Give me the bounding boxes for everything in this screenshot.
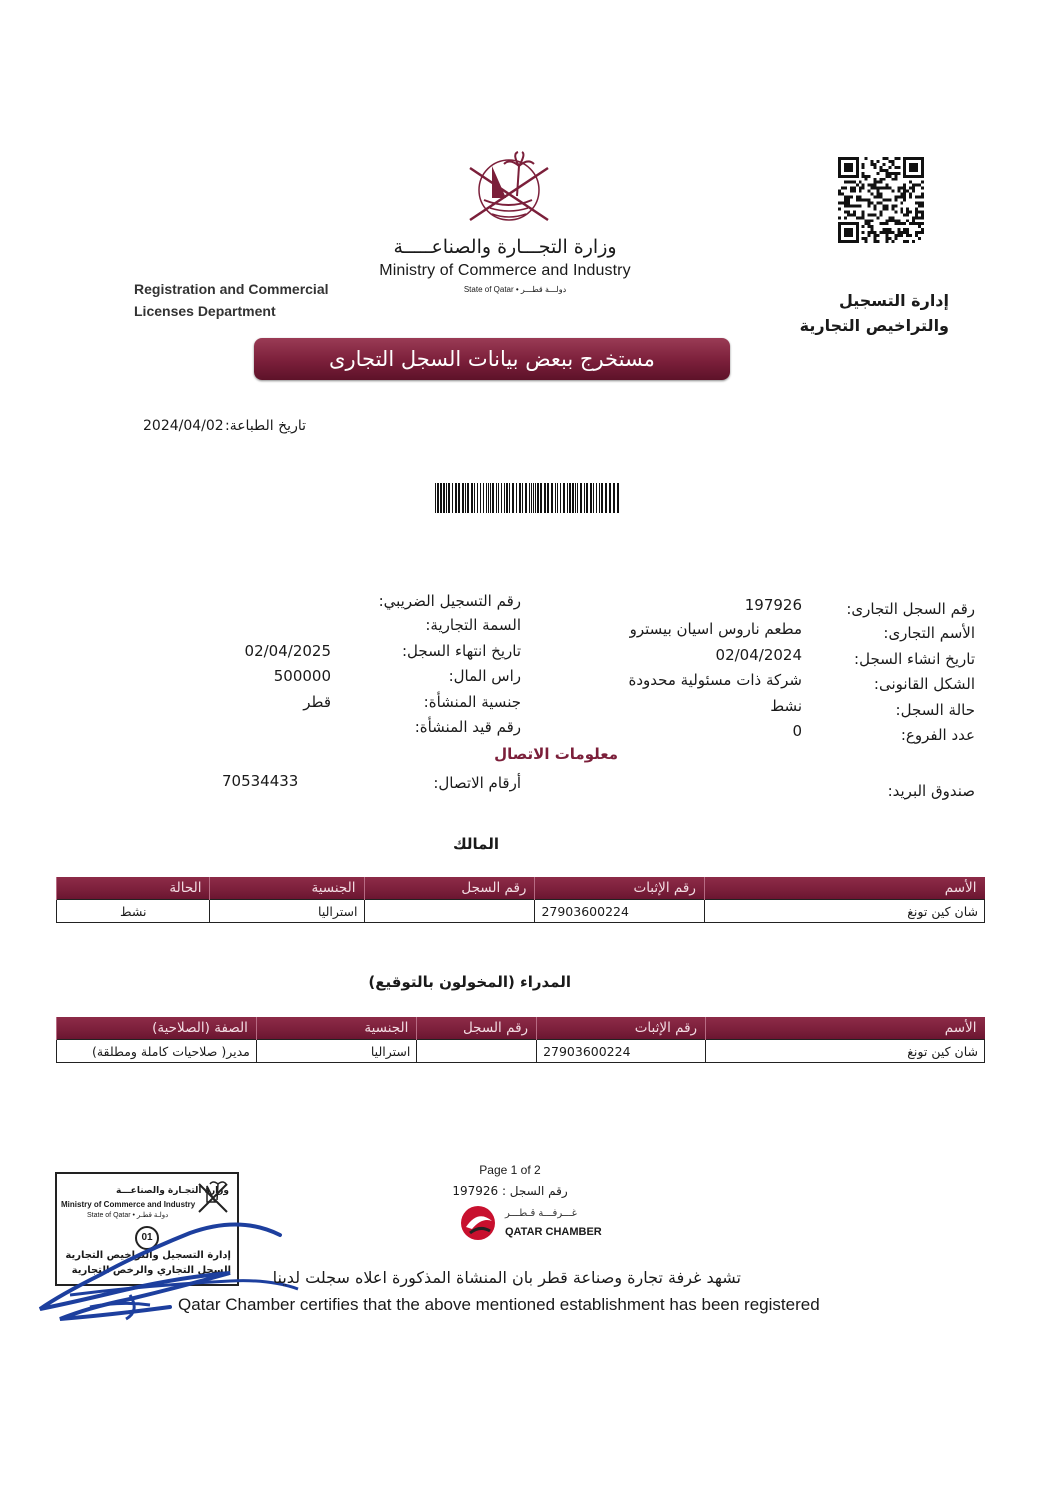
table-cell: شان كين تونغ — [706, 1040, 985, 1063]
department-en-line1: Registration and Commercial — [134, 281, 329, 297]
table-header-cell: الأسم — [704, 877, 984, 900]
record-field-label: السمة التجارية: — [425, 616, 521, 634]
page-indicator: Page 1 of 2 — [479, 1163, 541, 1177]
stamp-dept-line2: السجل التجاري والرخص التجارية — [71, 1265, 231, 1276]
record-field-value: 500000 — [273, 667, 331, 685]
table-row — [57, 900, 985, 923]
record-field-label: حالة السجل: — [895, 701, 975, 719]
qatar-emblem-icon — [462, 148, 556, 232]
stamp-ministry-ar: وزارة التجـارة والصناعـــة — [115, 1186, 229, 1196]
document-title: مستخرج ببعض بيانات السجل التجارى — [329, 347, 655, 371]
contact-section-title: معلومات الاتصال — [494, 745, 618, 763]
qatar-chamber-logo-icon — [458, 1203, 498, 1243]
owner-table — [56, 877, 985, 923]
record-field-label: عدد الفروع: — [900, 726, 975, 744]
record-field-value: 02/04/2024 — [715, 646, 802, 664]
table-header-cell: رقم الإثبات — [537, 1017, 706, 1040]
table-cell: مدير( صلاحيات كاملة ومطلقة) — [57, 1040, 257, 1063]
managers-table-header — [57, 1017, 985, 1040]
table-header-cell: رقم السجل — [417, 1017, 537, 1040]
department-en-line2: Licenses Department — [134, 303, 276, 319]
contact-phones-label: أرقام الاتصال: — [433, 774, 521, 792]
barcode-icon — [435, 483, 619, 513]
stamp-dept-line1: إدارة التسجيل والتراخيص التجارية — [65, 1250, 231, 1261]
table-header-cell: الصفة (الصلاحية) — [57, 1017, 257, 1040]
table-cell: استراليا — [210, 900, 364, 923]
document-title-banner — [254, 338, 730, 380]
ministry-name-ar: وزارة التجـــارة والصناعـــــة — [393, 236, 617, 258]
table-header-cell: الجنسية — [210, 877, 364, 900]
record-field-value: شركة ذات مسئولية محدودة — [628, 671, 802, 689]
table-cell — [417, 1040, 537, 1063]
pobox-label: صندوق البريد: — [887, 782, 975, 800]
footer-reg-value: 197926 — [452, 1184, 499, 1198]
table-cell: نشط — [57, 900, 210, 923]
stamp-state: State of Qatar • دولـة قطـر — [87, 1212, 169, 1219]
record-field-label: جنسية المنشأة: — [423, 693, 521, 711]
department-ar-line1: إدارة التسجيل — [838, 291, 949, 310]
stamp-ministry-en: Ministry of Commerce and Industry — [61, 1200, 196, 1209]
owner-table-header — [57, 877, 985, 900]
table-header-cell: رقم الإثبات — [535, 877, 704, 900]
print-date-value: 2024/04/02 — [143, 418, 224, 434]
record-field-label: تاريخ انشاء السجل: — [854, 650, 975, 668]
stamp-emblem-icon — [195, 1178, 231, 1218]
record-field-value: 0 — [792, 722, 802, 740]
table-cell: 27903600224 — [537, 1040, 706, 1063]
print-date-label: تاريخ الطباعة: — [224, 418, 306, 434]
record-field-value: 197926 — [744, 596, 802, 614]
table-cell: شان كين تونغ — [704, 900, 984, 923]
table-header-cell: رقم السجل — [364, 877, 535, 900]
footer-reg-number — [440, 1184, 580, 1198]
stamp-number: 01 — [135, 1226, 159, 1250]
certification-text-ar: تشهد غرفة تجارة وصناعة قطر بان المنشاة المذكورة اعلاه سجلت لدينا — [272, 1268, 741, 1287]
chamber-name-en: QATAR CHAMBER — [505, 1226, 602, 1238]
table-cell: استراليا — [256, 1040, 417, 1063]
record-field-value: قطر — [303, 693, 331, 711]
record-field-label: راس المال: — [448, 667, 521, 685]
footer-reg-label: رقم السجل : — [501, 1184, 568, 1198]
certification-text-en: Qatar Chamber certifies that the above mentioned establishment has been registered — [178, 1295, 820, 1314]
table-header-cell: الحالة — [57, 877, 210, 900]
record-field-label: الأسم التجارى: — [883, 624, 975, 642]
record-field-value: 02/04/2025 — [244, 642, 331, 660]
table-cell: 27903600224 — [535, 900, 704, 923]
owner-section-title: المالك — [452, 835, 499, 853]
contact-phones-value: 70534433 — [222, 772, 299, 790]
state-label: State of Qatar • دولـــة قطـــر — [463, 285, 567, 294]
chamber-name-ar: غـــرفـــة قـطـــر — [505, 1208, 577, 1219]
record-field-value: مطعم ناروس اسيان بيسترو — [629, 620, 802, 638]
department-ar-line2: والتراخيص التجارية — [799, 316, 949, 335]
record-field-label: تاريخ انتهاء السجل: — [401, 642, 521, 660]
record-field-label: رقم السجل التجارى: — [846, 600, 975, 618]
record-field-label: رقم التسجيل الضريبي: — [378, 592, 521, 610]
table-cell — [364, 900, 535, 923]
table-row — [57, 1040, 985, 1063]
managers-table — [56, 1017, 985, 1063]
managers-section-title: المدراء (المخولون بالتوقيع) — [368, 973, 571, 991]
record-field-value: نشط — [770, 697, 802, 715]
table-header-cell: الأسم — [706, 1017, 985, 1040]
record-field-label: الشكل القانونى: — [873, 675, 975, 693]
record-field-label: رقم قيد المنشأة: — [414, 718, 521, 736]
ministry-name-en: Ministry of Commerce and Industry — [379, 262, 631, 279]
table-header-cell: الجنسية — [256, 1017, 417, 1040]
qr-code-icon — [837, 157, 925, 243]
